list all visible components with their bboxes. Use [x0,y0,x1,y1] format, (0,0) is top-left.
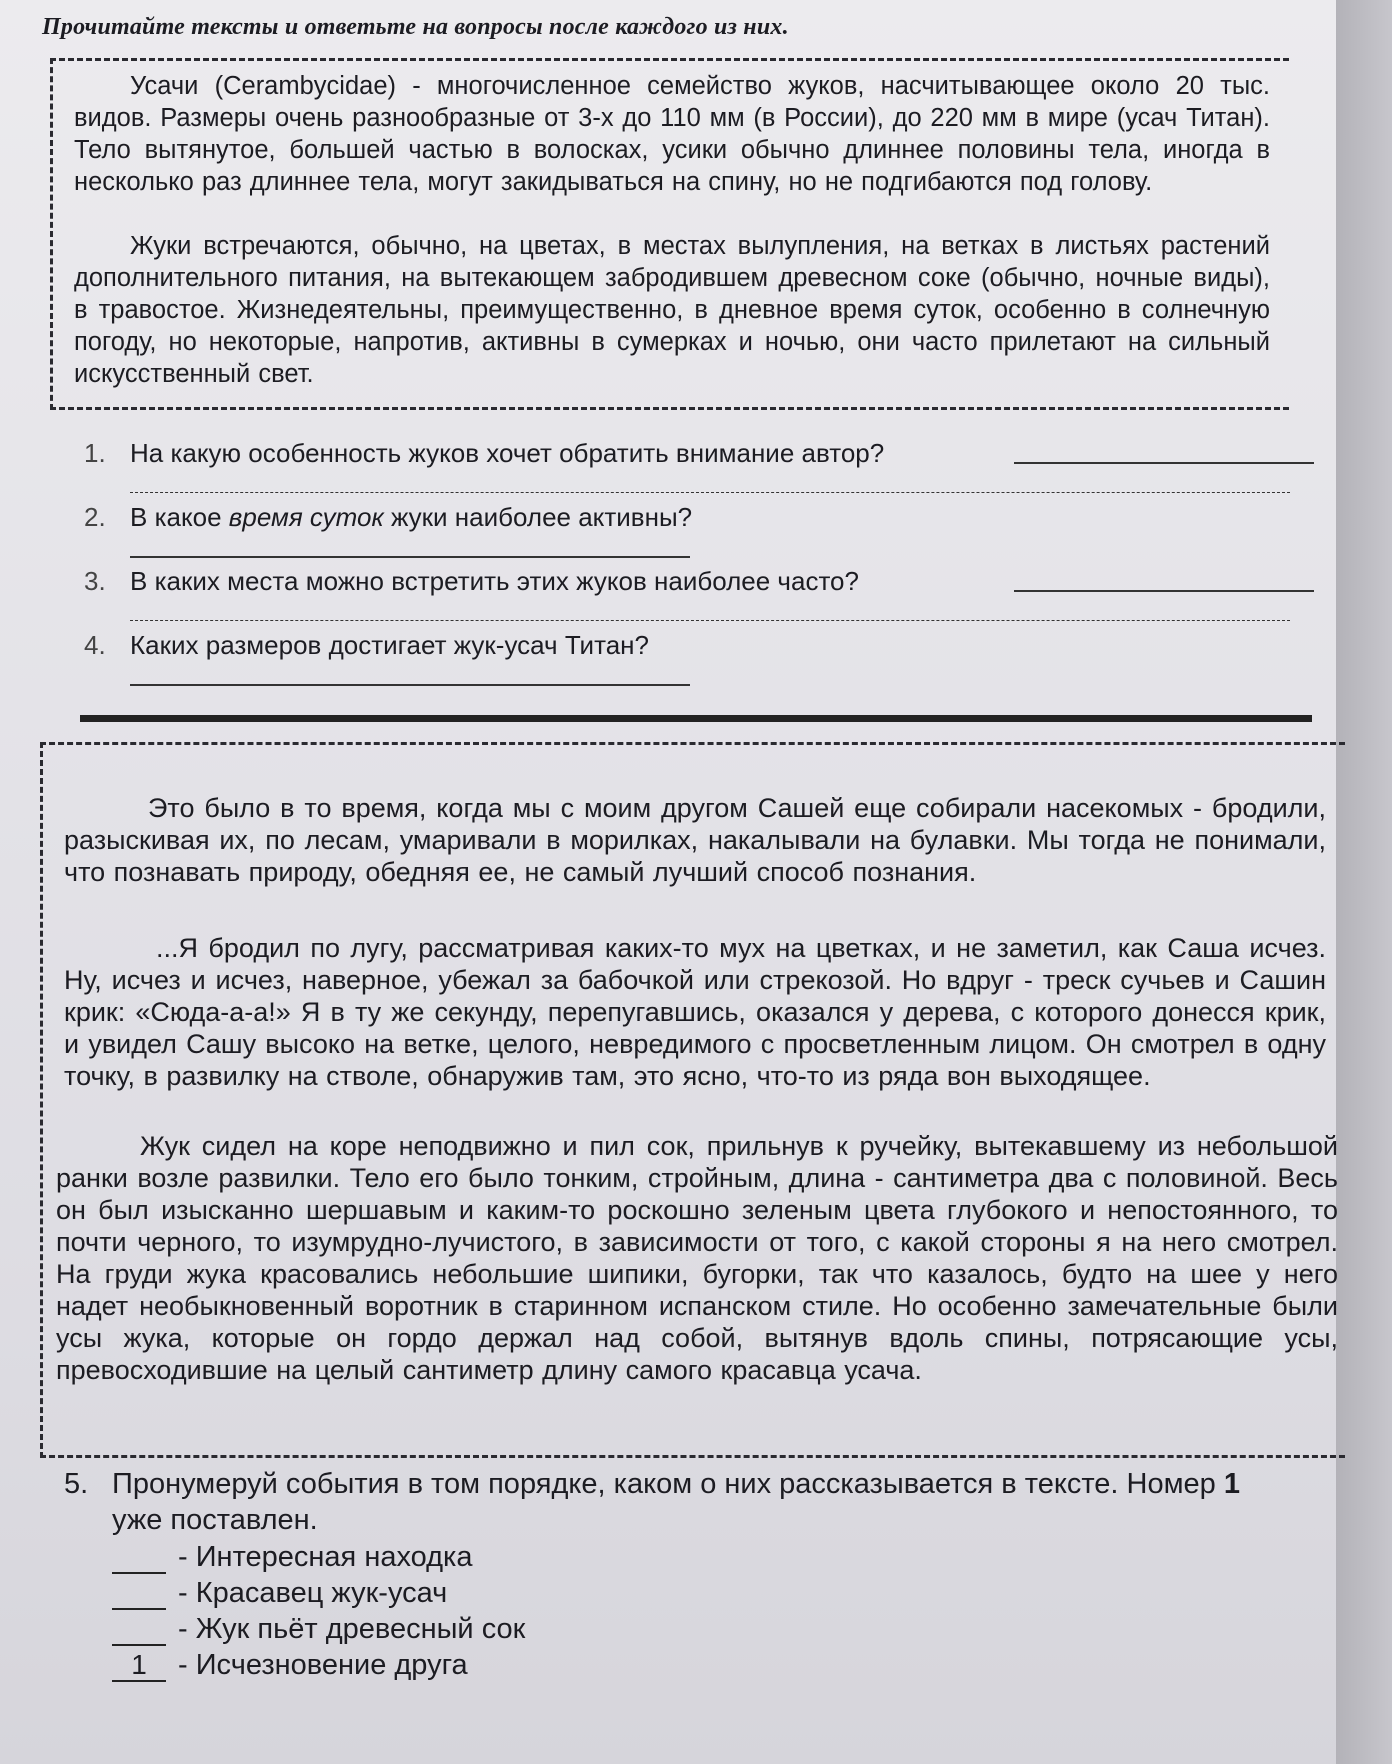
question-number: 5. [64,1468,89,1500]
text1-paragraph-2 [74,230,1270,390]
question-text-italic: время суток [228,502,384,532]
text2-paragraph-1-text: Это было в то время, когда мы с моим другом Сашей еще собирали насекомых - бродили, разыскивая их, по лесам, умаривали в морилках, накалывали на булавки. Мы тогда не понимали, что познавать природу, обедняя ее, не самый лучший способ познания. [64,793,1326,887]
question-text: В каких места можно встретить этих жуков наиболее часто? [130,566,859,596]
text1-paragraph-2-text: Жуки встречаются, обычно, на цветах, в местах вылупления, на ветках в листьях растений дополнительного питания, на вытекающем забродившем древесном соке (обычно, ночные виды), в травостое. Жизнедеятельны, преимущественно, в дневное время суток, особенно в солнечную погоду, но некоторые, напротив, активны в сумерках и ночью, они часто прилетают на сильный искусственный свет. [74,232,1270,388]
question-text: Каких размеров достигает жук-усач Титан? [130,630,649,660]
section-divider [80,715,1312,722]
task-5-text-continued: уже поставлен. [112,1504,318,1536]
question-number: 2. [84,502,106,532]
text1-paragraph-1-text: Усачи (Cerambycidae) - многочисленное семейство жуков, насчитывающее около 20 тыс. видов. Размеры очень разнообразные от 3-х до 110 мм (в России), до 220 мм в мире (усач Титан). Тело вытянутое, большей частью в волосках, усики обычно длиннее половины тела, иногда в несколько раз длиннее тела, могут закидываться на спину, но не подгибаются под голову. [74,72,1270,196]
answer-line[interactable] [130,620,1290,621]
text2-paragraph-1 [64,792,1326,888]
text2-paragraph-3 [56,1130,1338,1386]
text2-paragraph-3-text: Жук сидел на коре неподвижно и пил сок, прильнув к ручейку, вытекавшему из небольшой ранки возле развилки. Тело его было тонким, стройным, длина - сантиметра два с половиной. Весь он был изысканно шершавым и каким-то роскошно зеленым цвета глубокого и непостоянного, то почти черного, то изумрудно-лучистого, в зависимости от того, с какой стороны я на него смотрел. На груди жука красовались небольшие шипики, бугорки, так что казалось, будто на шее у него надет необыкновенный воротник в старинном испанском стиле. Но особенно замечательные были усы жука, которые он гордо держал над собой, вытянув вдоль спины, потрясающие усы, превосходившие на целый сантиметр длину самого красавца усача. [56,1131,1338,1385]
text2-paragraph-2 [64,932,1326,1092]
order-option [64,1538,1344,1574]
order-option [64,1610,1344,1646]
question-4 [84,630,1304,694]
question-text: жуки наиболее активны? [383,502,693,532]
task-5 [64,1466,1344,1682]
order-input-filled[interactable]: 1 [112,1650,166,1682]
question-number: 4. [84,630,106,660]
text2-paragraph-2-text: ...Я бродил по лугу, рассматривая каких-то мух на цветках, и не заметил, как Саша исчез. Ну, исчез и исчез, наверное, убежал за бабочкой или стрекозой. Но вдруг - треск сучьев и Сашин крик: «Сюда-а-а!» Я в ту же секунду, перепугавшись, оказался у дерева, с которого донесся крик, и увидел Сашу высоко на ветке, целого, невредимого с просветленным лицом. Он смотрел в одну точку, в развилку на стволе, обнаружив там, это ясно, что-то из ряда вон выходящее. [64,933,1326,1091]
question-2 [84,502,1304,566]
option-label: - Жук пьёт древесный сок [178,1613,526,1645]
option-label: - Красавец жук-усач [178,1577,448,1609]
task-5-question [64,1466,1344,1502]
text1-paragraph-1 [74,70,1270,198]
answer-line[interactable] [130,556,690,558]
task-5-text: Пронумеруй события в том порядке, каком о них рассказывается в тексте. Номер [112,1468,1216,1500]
question-number: 1. [84,438,106,468]
question-number: 3. [84,566,106,596]
question-text: На какую особенность жуков хочет обратить внимание автор? [130,438,885,468]
instruction-heading: Прочитайте тексты и ответьте на вопросы после каждого из них. [42,14,789,40]
task-5-bold-number: 1 [1223,1468,1241,1500]
option-label: - Исчезновение друга [178,1649,468,1681]
order-option [64,1574,1344,1610]
question-1 [84,438,1304,502]
answer-line[interactable] [1014,462,1314,464]
question-3 [84,566,1304,630]
answer-line[interactable] [130,684,690,686]
answer-line[interactable] [130,492,1290,493]
answer-line[interactable] [1014,590,1314,592]
option-label: - Интересная находка [178,1541,473,1573]
questions-list [84,438,1304,694]
order-option [64,1646,1344,1682]
question-text: В какое [130,502,229,532]
